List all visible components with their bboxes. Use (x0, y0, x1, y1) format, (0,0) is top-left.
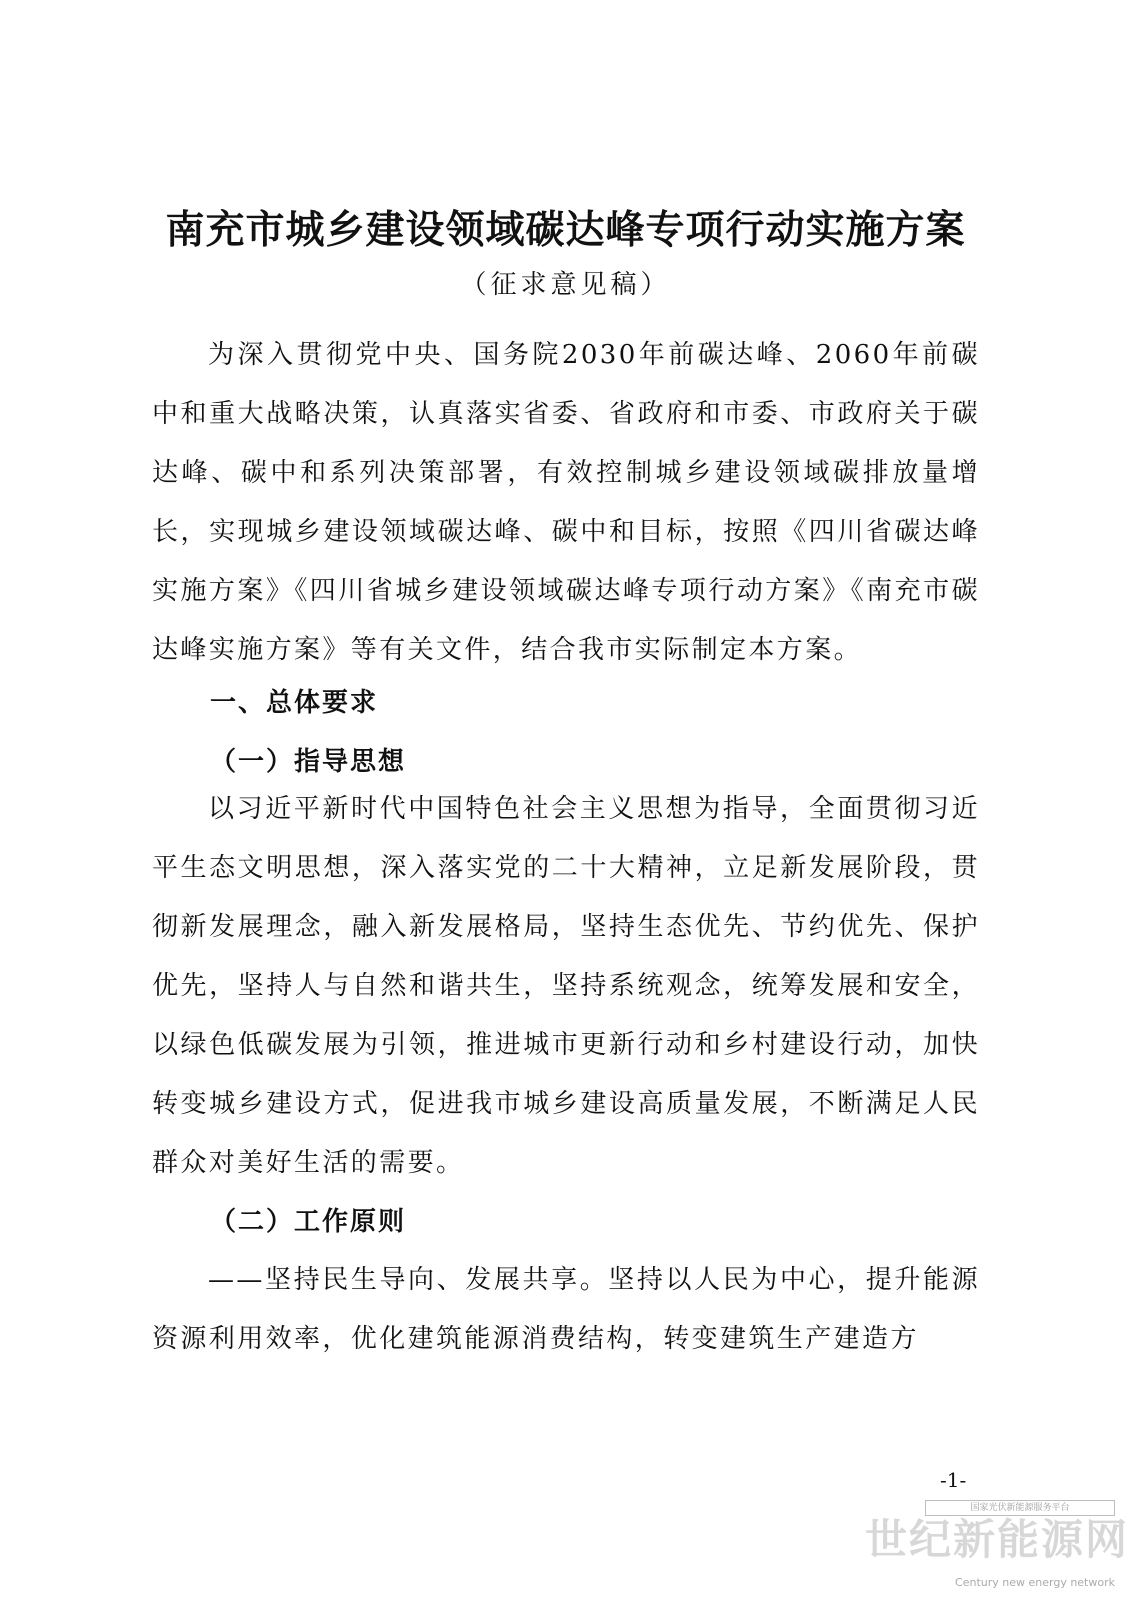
section-heading-general-requirements: 一、总体要求 (210, 688, 379, 718)
work-principles-paragraph: ——坚持民生导向、发展共享。坚持以人民为中心，提升能源资源利用效率，优化建筑能源消费结构，转变建筑生产建造方 (152, 1265, 980, 1354)
watermark-logo: 世纪新能源网 (865, 1515, 1130, 1564)
intro-paragraph: 为深入贯彻党中央、国务院2030年前碳达峰、2060年前碳中和重大战略决策，认真落实省委、省政府和市委、市政府关于碳达峰、碳中和系列决策部署，有效控制城乡建设领域碳排放量增长，实现城乡建设领域碳达峰、碳中和目标，按照《四川省碳达峰实施方案》《四川省城乡建设领域碳达峰专项行动方案》《南充市碳达峰实施方案》等有关文件，结合我市实际制定本方案。 (152, 340, 980, 665)
watermark-english: Century new energy network (955, 1576, 1115, 1589)
watermark-tagline: 国家光伏新能源服务平台 (925, 1500, 1115, 1516)
subsection-heading-work-principles: （二）工作原则 (210, 1207, 407, 1237)
guiding-ideology-paragraph: 以习近平新时代中国特色社会主义思想为指导，全面贯彻习近平生态文明思想，深入落实党的二十大精神，立足新发展阶段，贯彻新发展理念，融入新发展格局，坚持生态优先、节约优先、保护优先，坚持人与自然和谐共生，坚持系统观念，统筹发展和安全，以绿色低碳发展为引领，推进城市更新行动和乡村建设行动，加快转变城乡建设方式，促进我市城乡建设高质量发展，不断满足人民群众对美好生活的需要。 (152, 794, 980, 1178)
document-title: 南充市城乡建设领域碳达峰专项行动实施方案 (165, 207, 966, 253)
subsection-heading-guiding-ideology: （一）指导思想 (210, 747, 407, 777)
document-subtitle: （征求意见稿） (460, 270, 671, 300)
page-number: -1- (940, 1468, 967, 1492)
